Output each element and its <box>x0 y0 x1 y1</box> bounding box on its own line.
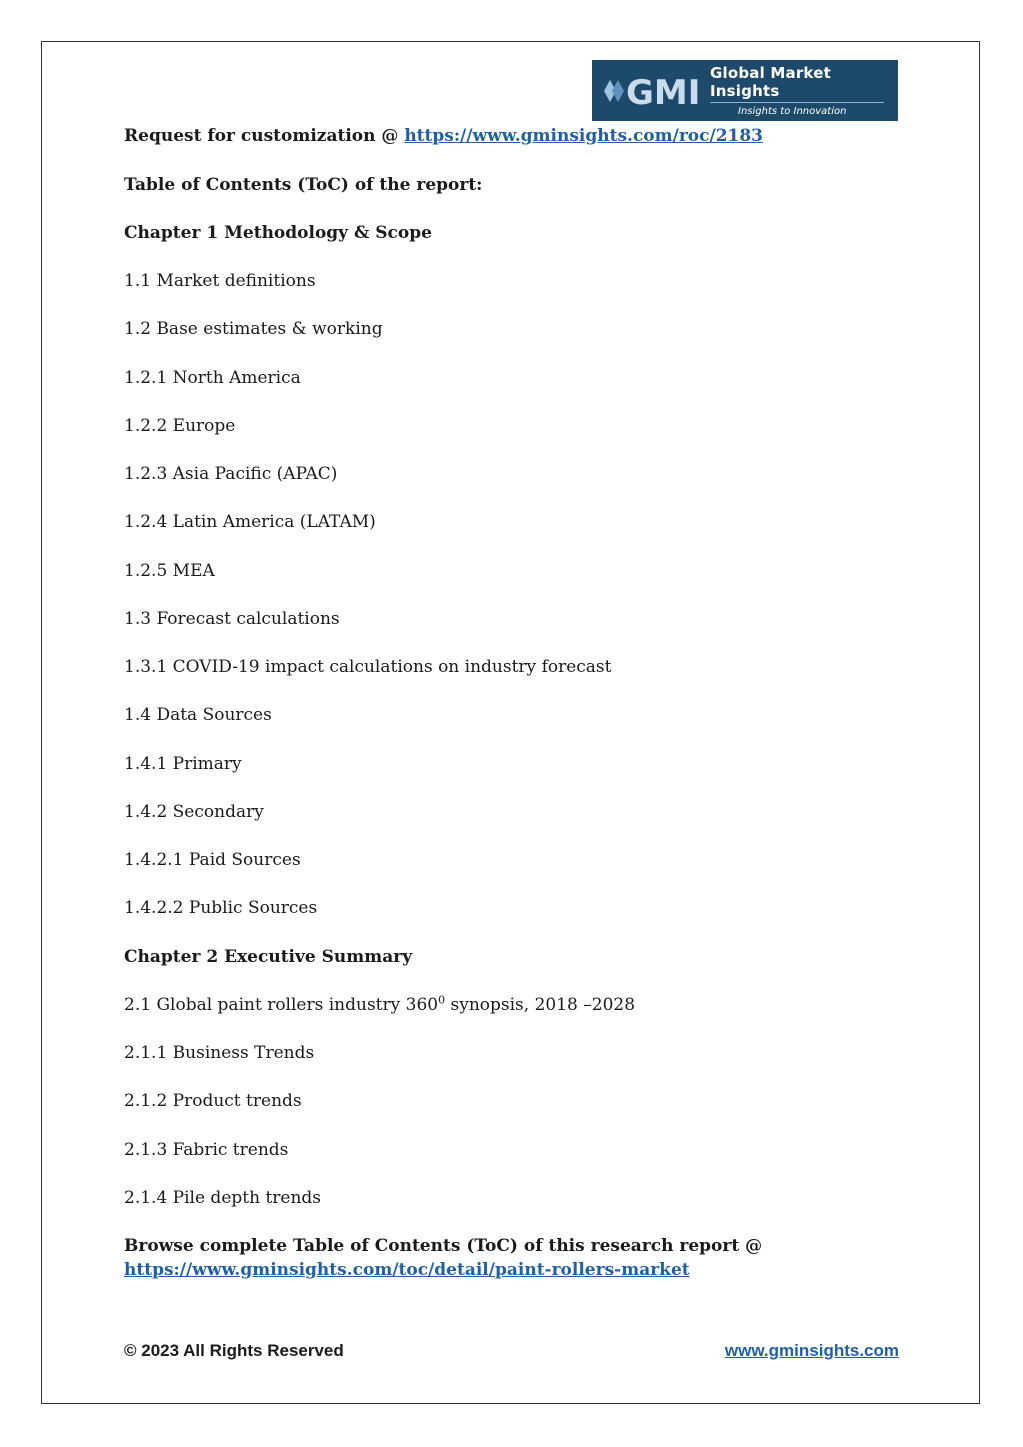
toc-item: 1.3.1 COVID-19 impact calculations on industry forecast <box>124 657 612 677</box>
gmi-logo-text <box>710 64 898 118</box>
gmi-logo-mark <box>598 60 702 121</box>
toc-item: 1.2.3 Asia Pacific (APAC) <box>124 464 338 484</box>
browse-toc-link[interactable]: https://www.gminsights.com/toc/detail/paint-rollers-market <box>124 1260 690 1280</box>
toc-heading: Table of Contents (ToC) of the report: <box>124 175 483 195</box>
toc-item: 2.1.2 Product trends <box>124 1091 302 1111</box>
toc-item: 1.2 Base estimates & working <box>124 319 383 339</box>
toc-item: 1.4.2 Secondary <box>124 802 264 822</box>
toc-item: 1.2.1 North America <box>124 368 301 388</box>
chapter2-title: Chapter 2 Executive Summary <box>124 947 413 967</box>
customization-link[interactable]: https://www.gminsights.com/roc/2183 <box>404 126 764 146</box>
footer-copyright: © 2023 All Rights Reserved <box>124 1341 344 1360</box>
toc-item: 1.3 Forecast calculations <box>124 609 340 629</box>
logo-mark-text: GMI <box>626 72 701 113</box>
toc-item: 1.2.2 Europe <box>124 416 236 436</box>
toc-item: 1.2.4 Latin America (LATAM) <box>124 512 376 532</box>
synopsis-superscript: 0 <box>438 993 446 1007</box>
logo-rule <box>710 102 884 103</box>
toc-item: 2.1.3 Fabric trends <box>124 1140 289 1160</box>
toc-item: 2.1.1 Business Trends <box>124 1043 315 1063</box>
gmi-logo-icon <box>598 66 702 116</box>
logo-tagline: Insights to Innovation <box>738 105 847 117</box>
toc-item: 1.4 Data Sources <box>124 705 272 725</box>
browse-link-line <box>124 1259 690 1281</box>
gmi-logo <box>592 60 898 121</box>
synopsis-text-before: 2.1 Global paint rollers industry 360 <box>124 995 439 1015</box>
toc-item: 1.4.2.1 Paid Sources <box>124 850 301 870</box>
toc-item: 1.1 Market definitions <box>124 271 316 291</box>
customization-line <box>124 125 763 147</box>
toc-item: 1.4.1 Primary <box>124 754 242 774</box>
browse-label: Browse complete Table of Contents (ToC) of this research report @ <box>124 1236 763 1256</box>
footer-website-link[interactable]: www.gminsights.com <box>724 1341 899 1360</box>
logo-name: Global Market Insights <box>710 63 831 100</box>
toc-item: 2.1.4 Pile depth trends <box>124 1188 322 1208</box>
chapter1-title: Chapter 1 Methodology & Scope <box>124 223 432 243</box>
customization-label: Request for customization @ <box>124 126 405 146</box>
synopsis-item <box>124 994 635 1016</box>
toc-item: 1.2.5 MEA <box>124 561 215 581</box>
synopsis-text-after: synopsis, 2018 –2028 <box>445 995 636 1015</box>
toc-item: 1.4.2.2 Public Sources <box>124 898 318 918</box>
